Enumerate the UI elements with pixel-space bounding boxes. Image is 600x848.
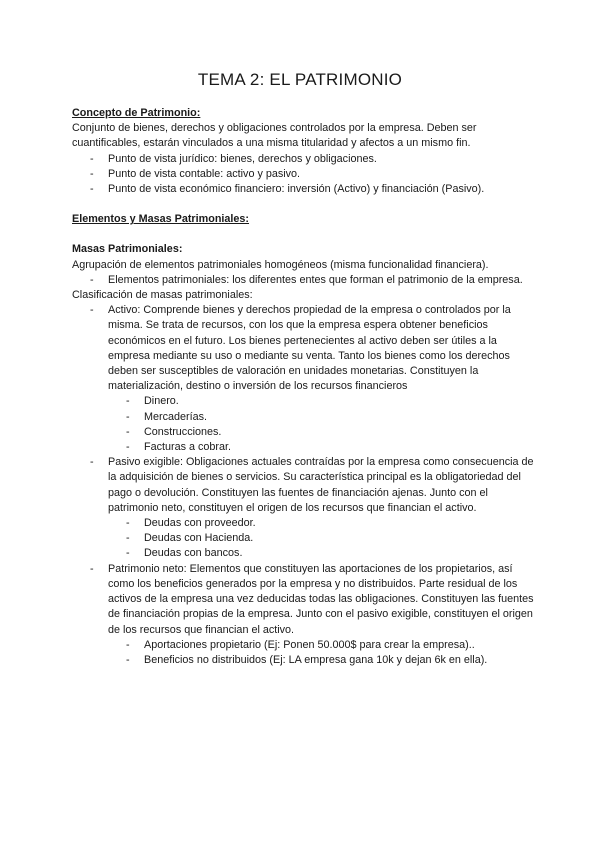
pasivo-text: Pasivo exigible: Obligaciones actuales contraídas por la empresa como consecuencia de la adquisición de bienes o servicios. Su característica principal es la obligatoriedad del pago o devolución. Constituyen las fuentes de financiación ajenas. Junto con el patrimonio neto, constituyen el origen de los recursos que financian el activo. bbox=[108, 456, 534, 514]
elementos-heading: Elementos y Masas Patrimoniales: bbox=[72, 213, 250, 226]
list-item: - Punto de vista económico financiero: inversión (Activo) y financiación (Pasivo). bbox=[72, 182, 534, 197]
neto-item bbox=[72, 562, 534, 668]
list-item: - Mercaderías. bbox=[108, 410, 534, 425]
pasivo-item bbox=[72, 455, 534, 561]
concepto-heading: Concepto de Patrimonio: bbox=[72, 107, 201, 119]
list-item: - Deudas con bancos. bbox=[108, 546, 534, 561]
document-body bbox=[72, 106, 534, 668]
masas-text: Agrupación de elementos patrimoniales homogéneos (misma funcionalidad financiera). bbox=[72, 258, 489, 271]
masas-list bbox=[72, 273, 534, 288]
list-item: - Aportaciones propietario (Ej: Ponen 50.000$ para crear la empresa).. bbox=[108, 638, 534, 653]
clasificacion-label: Clasificación de masas patrimoniales: bbox=[72, 289, 253, 302]
concepto-text: Conjunto de bienes, derechos y obligaciones controlados por la empresa. Deben ser cuantificables, estarán vinculados a una misma titularidad y afectos a un mismo fin. bbox=[72, 122, 477, 150]
clasificacion-list bbox=[72, 303, 534, 668]
activo-item bbox=[72, 303, 534, 455]
neto-text: Patrimonio neto: Elementos que constituyen las aportaciones de los propietarios, así como los beneficios generados por la empresa y no distribuidos. Parte residual de los activos de la empresa una vez deducidas todas las obligaciones. Constituyen las fuentes de financiación propias de la empresa. Junto con el pasivo exigible, constituyen el origen de los recursos que financian el activo. bbox=[108, 562, 534, 636]
list-item: - Elementos patrimoniales: los diferentes entes que forman el patrimonio de la empresa. bbox=[72, 273, 534, 288]
list-item: - Punto de vista contable: activo y pasivo. bbox=[72, 167, 534, 182]
activo-text: Activo: Comprende bienes y derechos propiedad de la empresa o controlados por la misma. Se trata de recursos, con los que la empresa espera obtener beneficios económicos en el futuro. Los bienes pertenecientes al activo deben ser útiles a la empresa mediante su uso o mediante su venta. Tanto los bienes como los derechos deben ser susceptibles de valoración en unidades monetarias. Constituyen la materialización, destino o inversión de los recursos financieros bbox=[108, 304, 511, 393]
list-item: - Deudas con Hacienda. bbox=[108, 531, 534, 546]
list-item: - Beneficios no distribuidos (Ej: LA empresa gana 10k y dejan 6k en ella). bbox=[108, 653, 534, 668]
concepto-list bbox=[72, 152, 534, 198]
neto-sublist bbox=[108, 638, 534, 668]
pasivo-sublist bbox=[108, 516, 534, 562]
activo-sublist bbox=[108, 394, 534, 455]
list-item: - Dinero. bbox=[108, 394, 534, 409]
page-title: TEMA 2: EL PATRIMONIO bbox=[197, 70, 403, 89]
list-item: - Punto de vista jurídico: bienes, derechos y obligaciones. bbox=[72, 152, 534, 167]
list-item: - Construcciones. bbox=[108, 425, 534, 440]
list-item: - Deudas con proveedor. bbox=[108, 516, 534, 531]
masas-heading: Masas Patrimoniales: bbox=[72, 243, 183, 256]
list-item: - Facturas a cobrar. bbox=[108, 440, 534, 455]
